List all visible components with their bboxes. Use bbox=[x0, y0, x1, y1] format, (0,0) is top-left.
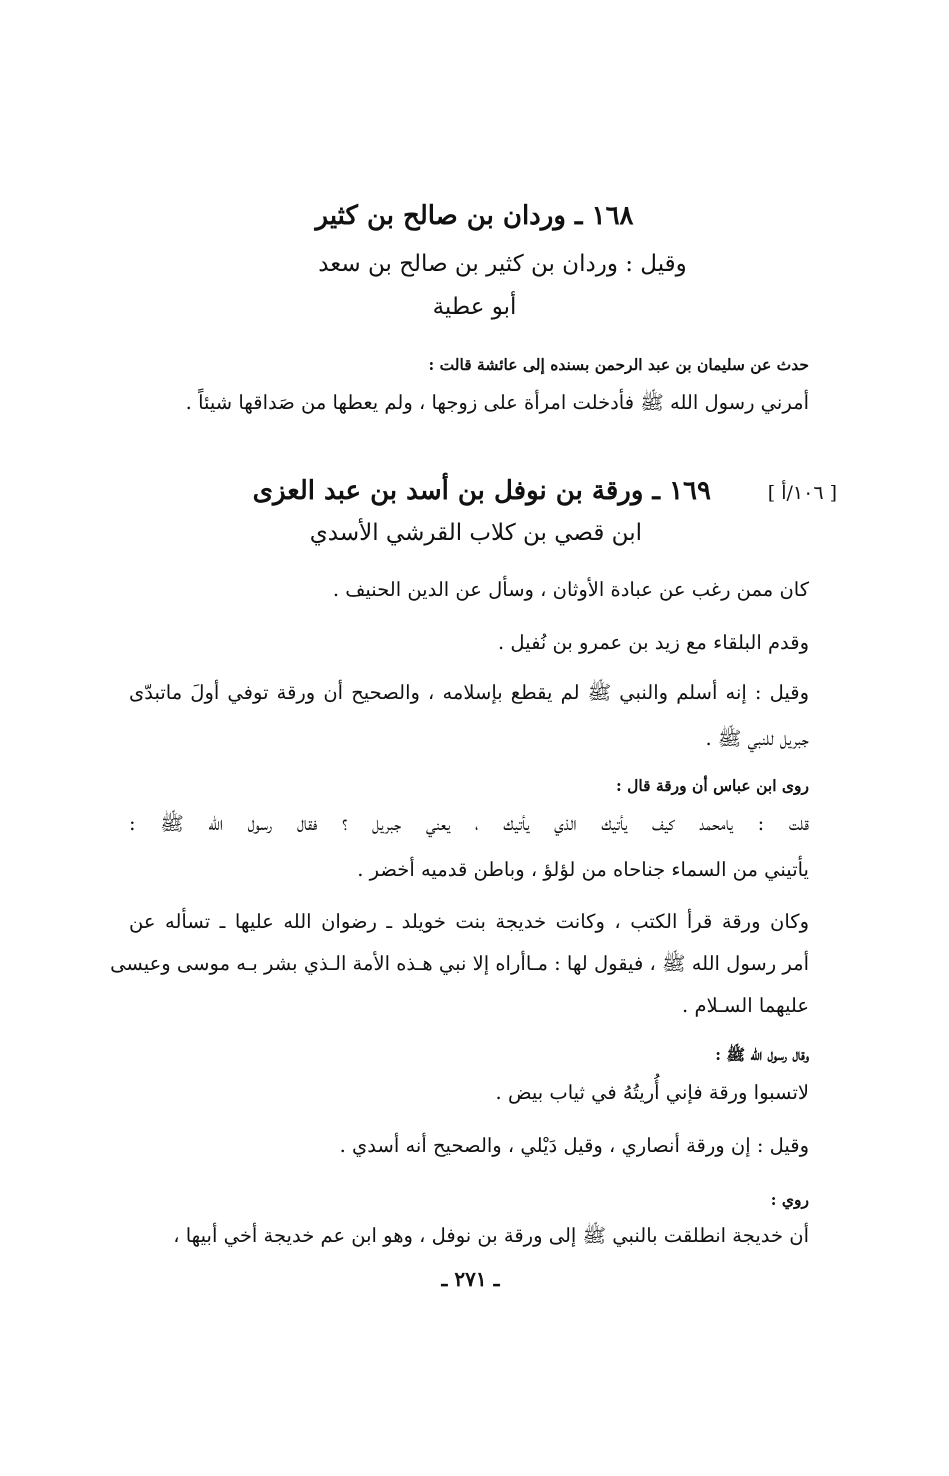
entry-168-isnad: حدث عن سليمان بن عبد الرحمن بسنده إلى عائشة قالت : bbox=[428, 355, 809, 374]
entry-169-paragraph-1: كان ممن رغب عن عبادة الأوثان ، وسأل عن الدين الحنيف . bbox=[332, 578, 809, 601]
entry-169-paragraph-4-line-2: يأتيني من السماء جناحاه من لؤلؤ ، وباطن قدميه أخضر . bbox=[357, 858, 809, 881]
entry-168-title: ١٦٨ ـ وردان بن صالح بن كثير bbox=[315, 201, 634, 231]
entry-169-paragraph-5-line-1: وكان ورقة قرأ الكتب ، وكانت خديجة بنت خويلد ـ رضوان الله عليها ـ تسأله عن bbox=[129, 910, 809, 933]
entry-168-kunya: أبو عطية bbox=[432, 294, 517, 320]
entry-169-isnad-2: روى ابن عباس أن ورقة قال : bbox=[616, 776, 809, 795]
entry-169-paragraph-7: وقيل : إن ورقة أنصاري ، وقيل دَيْلي ، والصحيح أنه أسدي . bbox=[339, 1134, 809, 1157]
folio-marker: [ ١٠٦/أ ] bbox=[767, 482, 837, 504]
page-number: ـ ٢٧١ ـ bbox=[441, 1267, 500, 1291]
entry-169-paragraph-5-line-2: أمر رسول الله ﷺ ، فيقول لها : مـاأراه إلا نبي هـذه الأمة الـذي بشر بـه موسى وعيسى bbox=[110, 952, 809, 975]
entry-169-paragraph-5-line-3: عليهما السـلام . bbox=[682, 994, 809, 1017]
entry-169-paragraph-6: لاتسبوا ورقة فإني أُريتُهُ في ثياب بيض . bbox=[495, 1081, 809, 1104]
entry-168-hadith: أمرني رسول الله ﷺ فأدخلت امرأة على زوجها ، ولم يعطها من صَداقها شيئاً . bbox=[185, 391, 809, 414]
entry-169-isnad-3: وقال رسول الله ﷺ : bbox=[715, 1045, 809, 1064]
entry-169-paragraph-4-line-1: قلت : يامحمد كيف يأتيك الذي يأتيك ، يعني جبريل ؟ فقال رسول الله ﷺ : bbox=[129, 812, 809, 835]
entry-168-alt-name: وقيل : وردان بن كثير بن صالح بن سعد bbox=[318, 251, 687, 277]
entry-169-paragraph-8: أن خديجة انطلقت بالنبي ﷺ إلى ورقة بن نوفل ، وهو ابن عم خديجة أخي أبيها ، bbox=[173, 1224, 809, 1247]
entry-169-paragraph-2: وقدم البلقاء مع زيد بن عمرو بن نُفيل . bbox=[498, 631, 809, 654]
entry-169-paragraph-3-line-2: جبريل للنبي ﷺ . bbox=[705, 727, 809, 750]
entry-169-lineage: ابن قصي بن كلاب القرشي الأسدي bbox=[309, 520, 642, 546]
entry-169-paragraph-3-line-1: وقيل : إنه أسلم والنبي ﷺ لم يقطع بإسلامه ، والصحيح أن ورقة توفي أولَ ماتبدّى bbox=[129, 681, 809, 704]
entry-169-isnad-4: روي : bbox=[770, 1190, 809, 1209]
entry-169-title: ١٦٩ ـ ورقة بن نوفل بن أسد بن عبد العزى bbox=[252, 476, 711, 506]
